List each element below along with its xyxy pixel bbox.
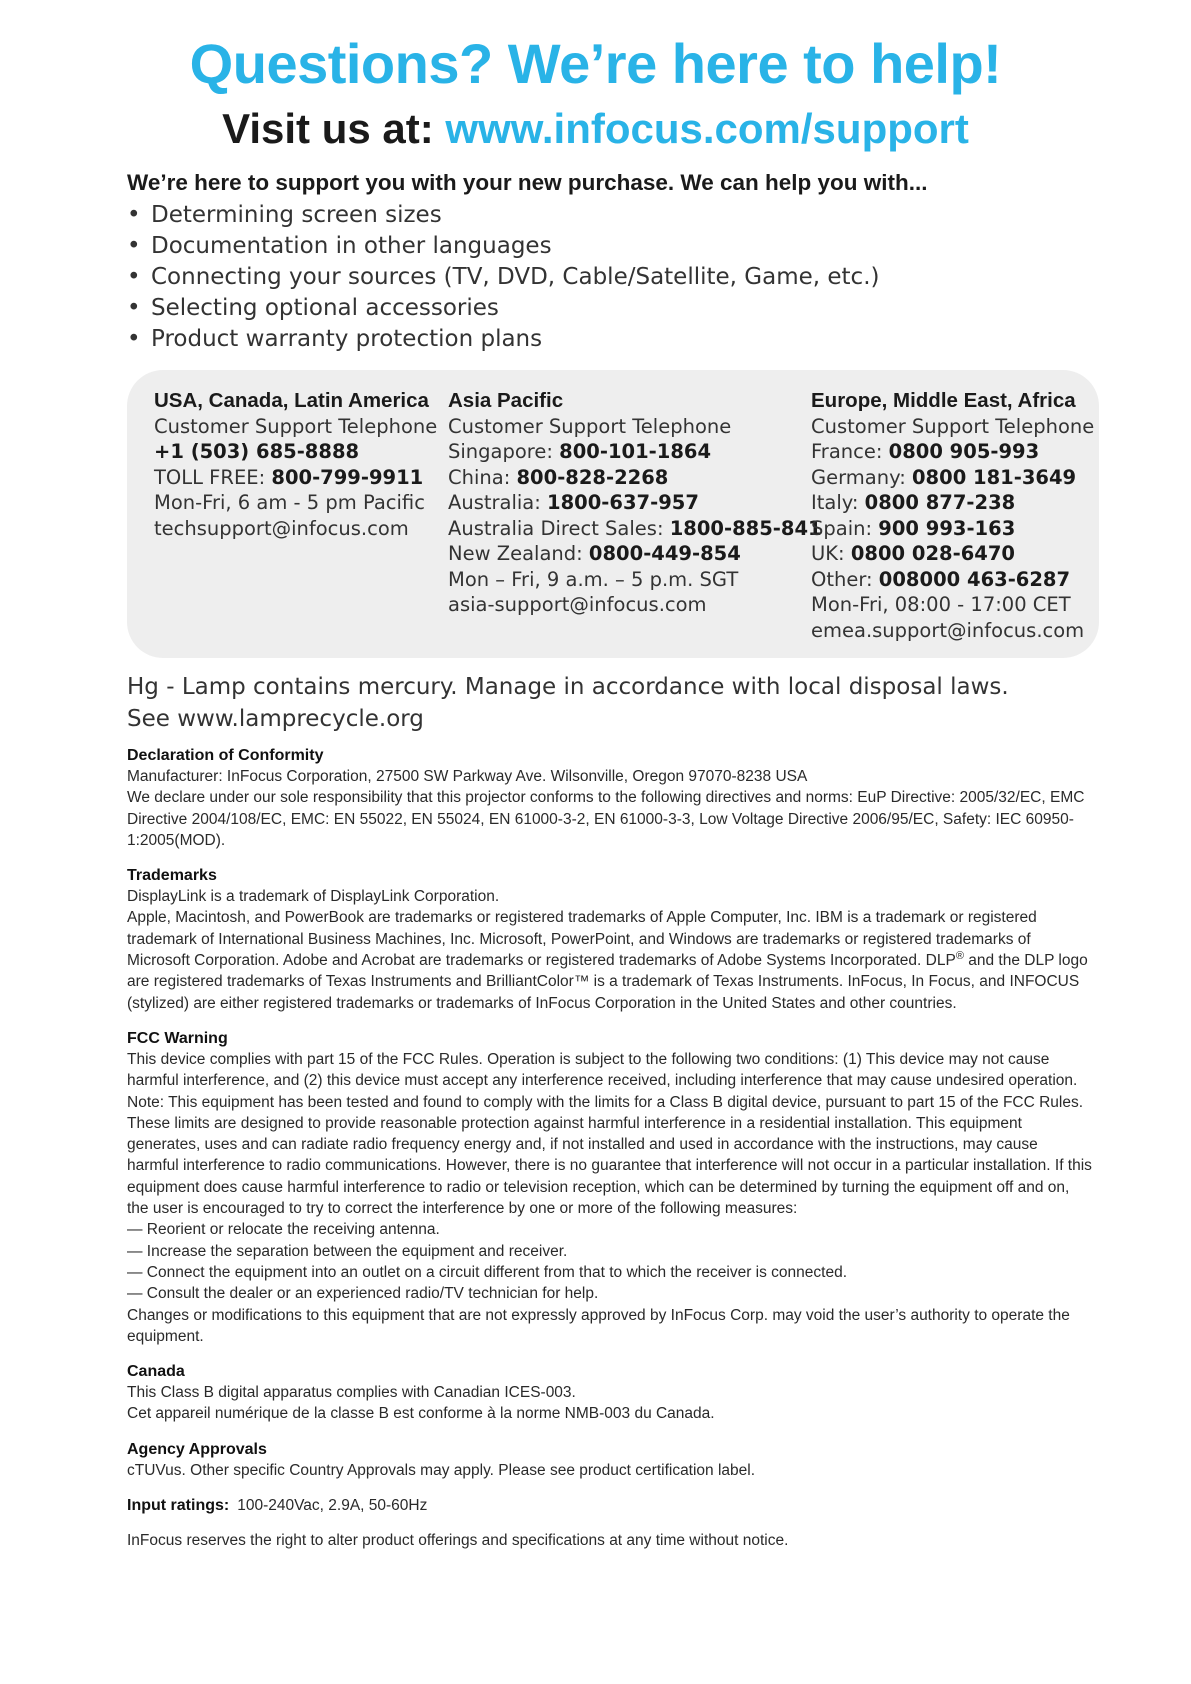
phone-number[interactable]: 800-101-1864 [559, 440, 712, 463]
list-item: • Connecting your sources (TV, DVD, Cable/Satellite, Game, etc.) [127, 262, 880, 293]
contact-americas [154, 388, 437, 541]
country-label: Australia Direct Sales: [448, 516, 670, 540]
recycle-link[interactable]: See www.lamprecycle.org [127, 706, 424, 732]
list-item: • Determining screen sizes [127, 200, 880, 231]
agency-section [127, 1439, 1092, 1481]
section-title: FCC Warning [127, 1029, 228, 1047]
country-label: Spain: [811, 516, 879, 540]
phone-number[interactable]: 0800-449-854 [588, 542, 741, 565]
phone-number[interactable]: 800-828-2268 [516, 465, 669, 489]
list-item: • Documentation in other languages [127, 231, 880, 262]
footer-note: InFocus reserves the right to alter product offerings and specifications at any time without notice. [127, 1532, 789, 1550]
support-subtitle: Customer Support Telephone [154, 414, 438, 438]
trademark-text: DisplayLink is a trademark of DisplayLink Corporation. [127, 888, 500, 906]
support-subtitle: Customer Support Telephone [448, 414, 732, 438]
country-label: China: [448, 465, 517, 489]
support-url-link[interactable]: www.infocus.com/support [445, 105, 969, 152]
support-subtitle: Customer Support Telephone [811, 414, 1095, 438]
phone-number[interactable]: 0800 877-238 [864, 491, 1016, 514]
email-link[interactable]: techsupport@infocus.com [154, 516, 409, 540]
legal-section [127, 745, 1092, 1566]
phone-number[interactable]: 1800-637-957 [547, 491, 699, 514]
region-title: Asia Pacific [448, 389, 564, 412]
country-label: New Zealand: [448, 542, 589, 565]
input-ratings [127, 1495, 1092, 1516]
fcc-measure: — Reorient or relocate the receiving antenna. [127, 1221, 440, 1239]
canada-text-en: This Class B digital apparatus complies with Canadian ICES-003. [127, 1384, 576, 1402]
fcc-measure: — Connect the equipment into an outlet on a circuit different from that to which the receiver is connected. [127, 1263, 848, 1281]
declaration-section [127, 745, 1092, 851]
footer-note-section [127, 1530, 1092, 1551]
country-label: Australia: [448, 491, 548, 514]
phone-number[interactable]: 008000 463-6287 [878, 567, 1071, 591]
phone-number[interactable]: 0800 028-6470 [850, 542, 1015, 565]
section-title: Declaration of Conformity [127, 747, 324, 764]
email-link[interactable]: emea.support@infocus.com [811, 618, 1085, 642]
section-title: Trademarks [127, 867, 217, 885]
fcc-changes: Changes or modifications to this equipment that are not expressly approved by InFocus Corp. may void the user’s authority to operate the equipment. [127, 1306, 1070, 1345]
mercury-notice [127, 671, 1009, 735]
support-hours: Mon-Fri, 6 am - 5 pm Pacific [154, 491, 425, 514]
headline: Questions? We’re here to help! [189, 32, 1002, 95]
support-hours: Mon-Fri, 08:00 - 17:00 CET [811, 593, 1071, 616]
visit-label: Visit us at: [222, 105, 434, 152]
support-hours: Mon – Fri, 9 a.m. – 5 p.m. SGT [448, 567, 739, 591]
trademarks-section [127, 865, 1092, 1014]
country-label: UK: [811, 542, 851, 565]
region-title: Europe, Middle East, Africa [811, 389, 1076, 412]
fcc-section [127, 1028, 1092, 1347]
phone-number[interactable]: 1800-885-841 [669, 516, 822, 540]
phone-number[interactable]: 0800 905-993 [888, 440, 1040, 463]
trademark-text: Apple, Macintosh, and PowerBook are trademarks or registered trademarks of Apple Computer, Inc. IBM is a trademark or registered trademark of International Business Machines, Inc. Microsoft, PowerPoint, and Windows are trademarks or registered trademarks of Microsoft Corporation. Adobe and Acrobat are trademarks or registered trademarks of Adobe Systems Incorporated. DLP® and the DLP logo are registered trademarks of Texas Instruments and BrilliantColor™ is a trademark of Texas Instruments. InFocus, In Focus, and INFOCUS (stylized) are either registered trademarks or trademarks of InFocus Corporation in the United States and other countries. [127, 909, 1088, 1012]
bullet-icon: • [127, 295, 141, 321]
section-title: Agency Approvals [127, 1440, 267, 1458]
canada-section [127, 1361, 1092, 1425]
contact-panel [127, 370, 1099, 658]
region-title: USA, Canada, Latin America [154, 389, 429, 412]
tollfree-label: TOLL FREE: [154, 465, 272, 489]
country-label: France: [811, 440, 889, 463]
declaration-text: We declare under our sole responsibility that this projector conforms to the following directives and norms: EuP Directive: 2005/32/EC, EMC Directive 2004/108/EC, EMC: EN 55022, EN 55024, EN 61000-3-2, EN 61000-3-3, Low Voltage Directive 2006/95/EC, Safety: IEC 60950-1:2005(MOD). [127, 789, 1085, 849]
mercury-line: Hg - Lamp contains mercury. Manage in accordance with local disposal laws. [127, 674, 1009, 700]
country-label: Other: [811, 567, 879, 591]
canada-text-fr: Cet appareil numérique de la classe B est conforme à la norme NMB-003 du Canada. [127, 1405, 715, 1423]
fcc-measure: — Increase the separation between the equipment and receiver. [127, 1242, 568, 1260]
bullet-icon: • [127, 202, 141, 228]
fcc-measure: — Consult the dealer or an experienced radio/TV technician for help. [127, 1285, 599, 1303]
country-label: Italy: [811, 491, 865, 514]
help-topics-list [127, 200, 880, 355]
phone-number[interactable]: 900 993-163 [878, 516, 1016, 540]
fcc-note: Note: This equipment has been tested and found to comply with the limits for a Class B digital device, pursuant to part 15 of the FCC Rules. These limits are designed to provide reasonable protection against harmful interference in a residential installation. This equipment generates, uses and can radiate radio frequency energy and, if not installed and used in accordance with the instructions, may cause harmful interference to radio communications. However, there is no guarantee that interference will not occur in a particular installation. If this equipment does cause harmful interference to radio or television reception, which can be determined by turning the equipment off and on, the user is encouraged to try to correct the interference by one or more of the following measures: [127, 1093, 1092, 1218]
phone-number[interactable]: +1 (503) 685-8888 [154, 440, 360, 463]
section-title: Canada [127, 1363, 185, 1381]
email-link[interactable]: asia-support@infocus.com [448, 593, 707, 616]
manufacturer-text: Manufacturer: InFocus Corporation, 27500 SW Parkway Ave. Wilsonville, Oregon 97070-8238 USA [127, 768, 808, 785]
input-ratings-value: 100-240Vac, 2.9A, 50-60Hz [237, 1497, 428, 1515]
list-item: • Selecting optional accessories [127, 293, 880, 324]
contact-emea [811, 388, 1094, 643]
contact-asia-pacific [448, 388, 822, 618]
fcc-text: This device complies with part 15 of the FCC Rules. Operation is subject to the following two conditions: (1) This device may not cause harmful interference, and (2) this device must accept any interference received, including interference that may cause undesired operation. [127, 1050, 1078, 1090]
visit-line [0, 105, 1191, 152]
phone-number[interactable]: 0800 181-3649 [911, 465, 1077, 489]
tollfree-number[interactable]: 800-799-9911 [271, 465, 424, 489]
country-label: Germany: [811, 465, 912, 489]
bullet-icon: • [127, 233, 141, 259]
list-item: • Product warranty protection plans [127, 324, 880, 355]
registered-mark: ® [955, 949, 964, 962]
country-label: Singapore: [448, 440, 560, 463]
input-ratings-label: Input ratings: [127, 1497, 230, 1515]
agency-text: cTUVus. Other specific Country Approvals may apply. Please see product certification label. [127, 1461, 756, 1479]
bullet-icon: • [127, 326, 141, 352]
intro-text: We’re here to support you with your new purchase. We can help you with... [127, 170, 928, 195]
bullet-icon: • [127, 264, 141, 290]
